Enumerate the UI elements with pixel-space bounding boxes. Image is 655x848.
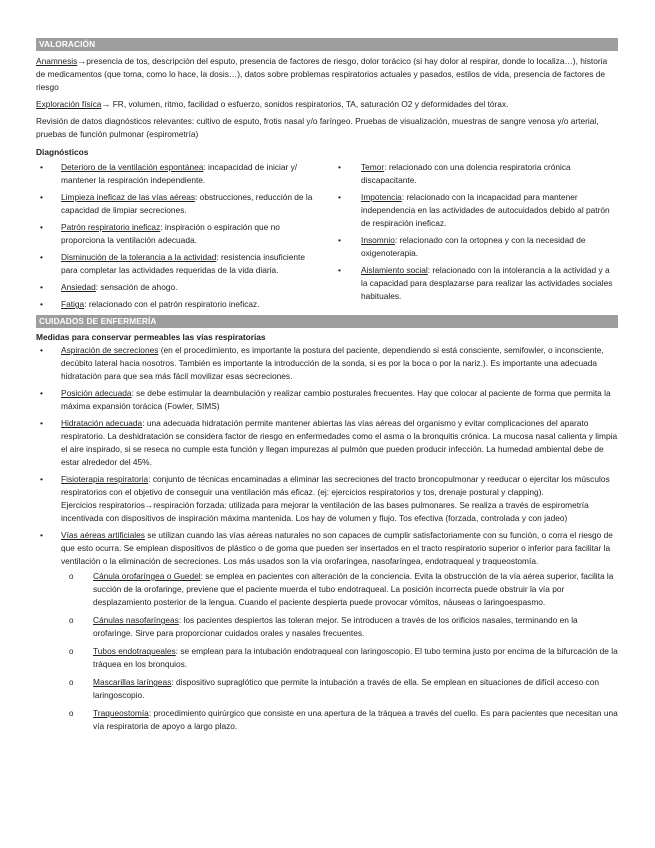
item-text: : los pacientes despiertos las toleran mejor. Se introducen a través de los orificios nasales, terminando en la orofaringe. Sirve para proporcionar cuidados orales y nasales frecuentes.: [93, 615, 578, 638]
sub-list-item: [61, 570, 618, 609]
item-label: Impotencia: [361, 192, 402, 202]
list-item: [331, 264, 618, 303]
item-label: Posición adecuada: [61, 388, 132, 398]
item-text: : relacionado con el patrón respiratorio ineficaz.: [84, 299, 260, 309]
item-label: Fatiga: [61, 299, 85, 309]
list-item: [36, 191, 331, 217]
item-label: Vías aéreas artificiales: [61, 530, 145, 540]
diagnosticos-right-list: [331, 161, 618, 303]
item-extra-text: Ejercicios respiratorios→respiración forzada: utilizada para mejorar la ventilación de las bases pulmonares. Se realiza a través de espirometría incentivada con dispositivos de inspiración máxima mantenida. Los hay de volumen y flujo. Tos efectiva (forzada, controlada y con jadeo): [61, 500, 589, 523]
revision-paragraph: Revisión de datos diagnósticos relevantes: cultivo de esputo, frotis nasal y/o faríngeo. Pruebas de visualización, muestras de sangre venosa y/o arterial, pruebas de función pulmonar (espirometría): [36, 116, 599, 139]
item-label: Disminución de la tolerancia a la actividad: [61, 252, 217, 262]
item-text: : relacionado con la ortopnea y con la necesidad de oxigenoterapia.: [361, 235, 586, 258]
item-text: : resistencia insuficiente para completar las actividades requeridas de la vida diaria.: [61, 252, 305, 275]
list-item: [331, 161, 618, 187]
item-label: Cánulas nasofaríngeas: [93, 615, 179, 625]
item-label: Patrón respiratorio ineficaz: [61, 222, 161, 232]
exploracion-text: FR, volumen, ritmo, facilidad o esfuerzo, sonidos respiratorios, TA, saturación O2 y deformidades del tórax.: [110, 99, 509, 109]
item-label: Limpieza ineficaz de las vías aéreas: [61, 192, 196, 202]
diagnosticos-columns: [36, 161, 618, 315]
list-item: [36, 161, 331, 187]
item-label: Mascarillas laríngeas: [93, 677, 172, 687]
item-text: : inspiración o espiración que no proporciona la ventilación adecuada.: [61, 222, 280, 245]
item-label: Deterioro de la ventilación espontánea: [61, 162, 204, 172]
item-text: : sensación de ahogo.: [95, 282, 178, 292]
item-label: Fisioterapia respiratoria: [61, 474, 149, 484]
item-text: : relacionado con una dolencia respiratoria crónica discapacitante.: [361, 162, 571, 185]
item-label: Aspiración de secreciones: [61, 345, 159, 355]
diagnosticos-left-column: [36, 161, 331, 315]
list-item: [36, 387, 618, 413]
list-item: [36, 251, 331, 277]
item-label: Hidratación adecuada: [61, 418, 143, 428]
diagnosticos-title: Diagnósticos: [36, 147, 89, 157]
item-text: se utilizan cuando las vías aéreas naturales no son capaces de cumplir satisfactoriamente con su función, o corra el riesgo de que esto ocurra. Se emplean dispositivos de plástico o de goma que pueden ser insertados en el tracto respiratorio superior o inferior para facilitar la ventilación o la eliminación de secreciones. Los más usados son la vía orofaríngea, nasofaríngea, endotraqueal y traqueostomía.: [61, 530, 613, 566]
item-label: Temor: [361, 162, 385, 172]
section-header-cuidados: CUIDADOS DE ENFERMERÍA: [36, 315, 618, 328]
item-text: : relacionado con la intolerancia a la actividad y a la capacidad para desplazarse para realizar las actividades sociales habituales.: [361, 265, 613, 301]
list-item: [36, 417, 618, 469]
anamnesis-label: Anamnesis: [36, 56, 78, 66]
item-label: Insomnio: [361, 235, 395, 245]
arrow-icon: →: [77, 56, 87, 66]
anamnesis-paragraph: [36, 55, 618, 94]
vias-aereas-sublist: [61, 570, 618, 733]
list-item: [36, 473, 618, 525]
section-header-valoracion: VALORACIÓN: [36, 38, 618, 51]
sub-list-item: [61, 614, 618, 640]
item-text: : dispositivo supraglótico que permite la intubación a través de ella. Se emplean en situaciones de difícil acceso con laringoscopio.: [93, 677, 600, 700]
item-label: Tubos endotraqueales: [93, 646, 176, 656]
item-label: Cánula orofaríngea o Guedel: [93, 571, 201, 581]
cuidados-list: [36, 344, 618, 733]
item-text: : conjunto de técnicas encaminadas a eliminar las secreciones del tracto broncopulmonar y reeducar o ejercitar los músculos respiratorios con el objetivo de conseguir una ventilación más eficaz. (ej: ejercicios respiratorios y tos, drenaje postural y clapping).: [61, 474, 610, 497]
item-text: : se debe estimular la deambulación y realizar cambio posturales frecuentes. Hay que colocar al paciente de forma que permita la máxima expansión torácica (Fowler, SIMS): [61, 388, 611, 411]
item-text: : se emplean para la intubación endotraqueal con laringoscopio. El tubo termina justo por encima de la bifurcación de la tráquea en los bronquios.: [93, 646, 618, 669]
anamnesis-text: presencia de tos, descripción del esputo, presencia de factores de riesgo, dolor torácico (si hay dolor al respirar, donde lo localiza…), historia de medicamentos (que toma, como lo hace, la dosis…), datos sobre problemas respiratorios actuales y pasados, estilos de vida, presencia de factores de riesgo: [36, 56, 608, 92]
item-text: (en el procedimiento, es importante la postura del paciente, dependiendo si está consciente, semifowler, o inconsciente, decúbito lateral hacia nosotros. También es importante la introducción de la sonda, si es por la boca o por la nariz.). Es importante una adecuada hidratación para que sea más fácil movilizar esas secreciones.: [61, 345, 604, 381]
list-item: [331, 234, 618, 260]
list-item: [36, 221, 331, 247]
sub-list-item: [61, 707, 618, 733]
document-page: [36, 38, 618, 738]
medidas-title: Medidas para conservar permeables las vías respiratorias: [36, 332, 266, 342]
arrow-icon: →: [101, 99, 111, 109]
list-item: [36, 281, 331, 294]
diagnosticos-left-list: [36, 161, 331, 311]
list-item: [331, 191, 618, 230]
exploracion-label: Exploración física: [36, 99, 102, 109]
list-item: [36, 344, 618, 383]
item-text: : incapacidad de iniciar y/ mantener la respiración independiente.: [61, 162, 298, 185]
item-text: : relacionado con la incapacidad para mantener independencia en las actividades de autocuidados debido al patrón de respiración ineficaz.: [361, 192, 610, 228]
exploracion-paragraph: [36, 98, 618, 111]
item-text: : obstrucciones, reducción de la capacidad de limpiar secreciones.: [61, 192, 313, 215]
list-item: [36, 529, 618, 733]
list-item: [36, 298, 331, 311]
item-text: : procedimiento quirúrgico que consiste en una apertura de la tráquea a través del cuello. Es para pacientes que necesitan una vía respiratoria de apoyo a largo plazo.: [93, 708, 618, 731]
item-label: Aislamiento social: [361, 265, 428, 275]
sub-list-item: [61, 676, 618, 702]
diagnosticos-right-column: [331, 161, 618, 315]
item-label: Traqueostomía: [93, 708, 149, 718]
item-label: Ansiedad: [61, 282, 96, 292]
item-text: : se emplea en pacientes con alteración de la conciencia. Evita la obstrucción de la vía aérea superior, facilita la succión de la orofaringe, previene que el paciente muerda el tubo endotraqueal. La posición incorrecta puede obstruir la vía por desplazamiento posterior de la lengua. Cuando el paciente despierta puede provocar vómitos, náuseas o laringoespasmo.: [93, 571, 614, 607]
sub-list-item: [61, 645, 618, 671]
item-text: : una adecuada hidratación permite mantener abiertas las vías aéreas del organismo y evitar complicaciones del aparato respiratorio. La deshidratación se considera factor de riesgo en enfermedades como el asma o la bronquitis crónica. La mucosa nasal calienta y limpia el aire inspirado, si se reseca no cumple esta función y llegan impurezas al pulmón que pueden producir infección. La humedad ambiental debe de estar alrededor del 45%.: [61, 418, 618, 467]
